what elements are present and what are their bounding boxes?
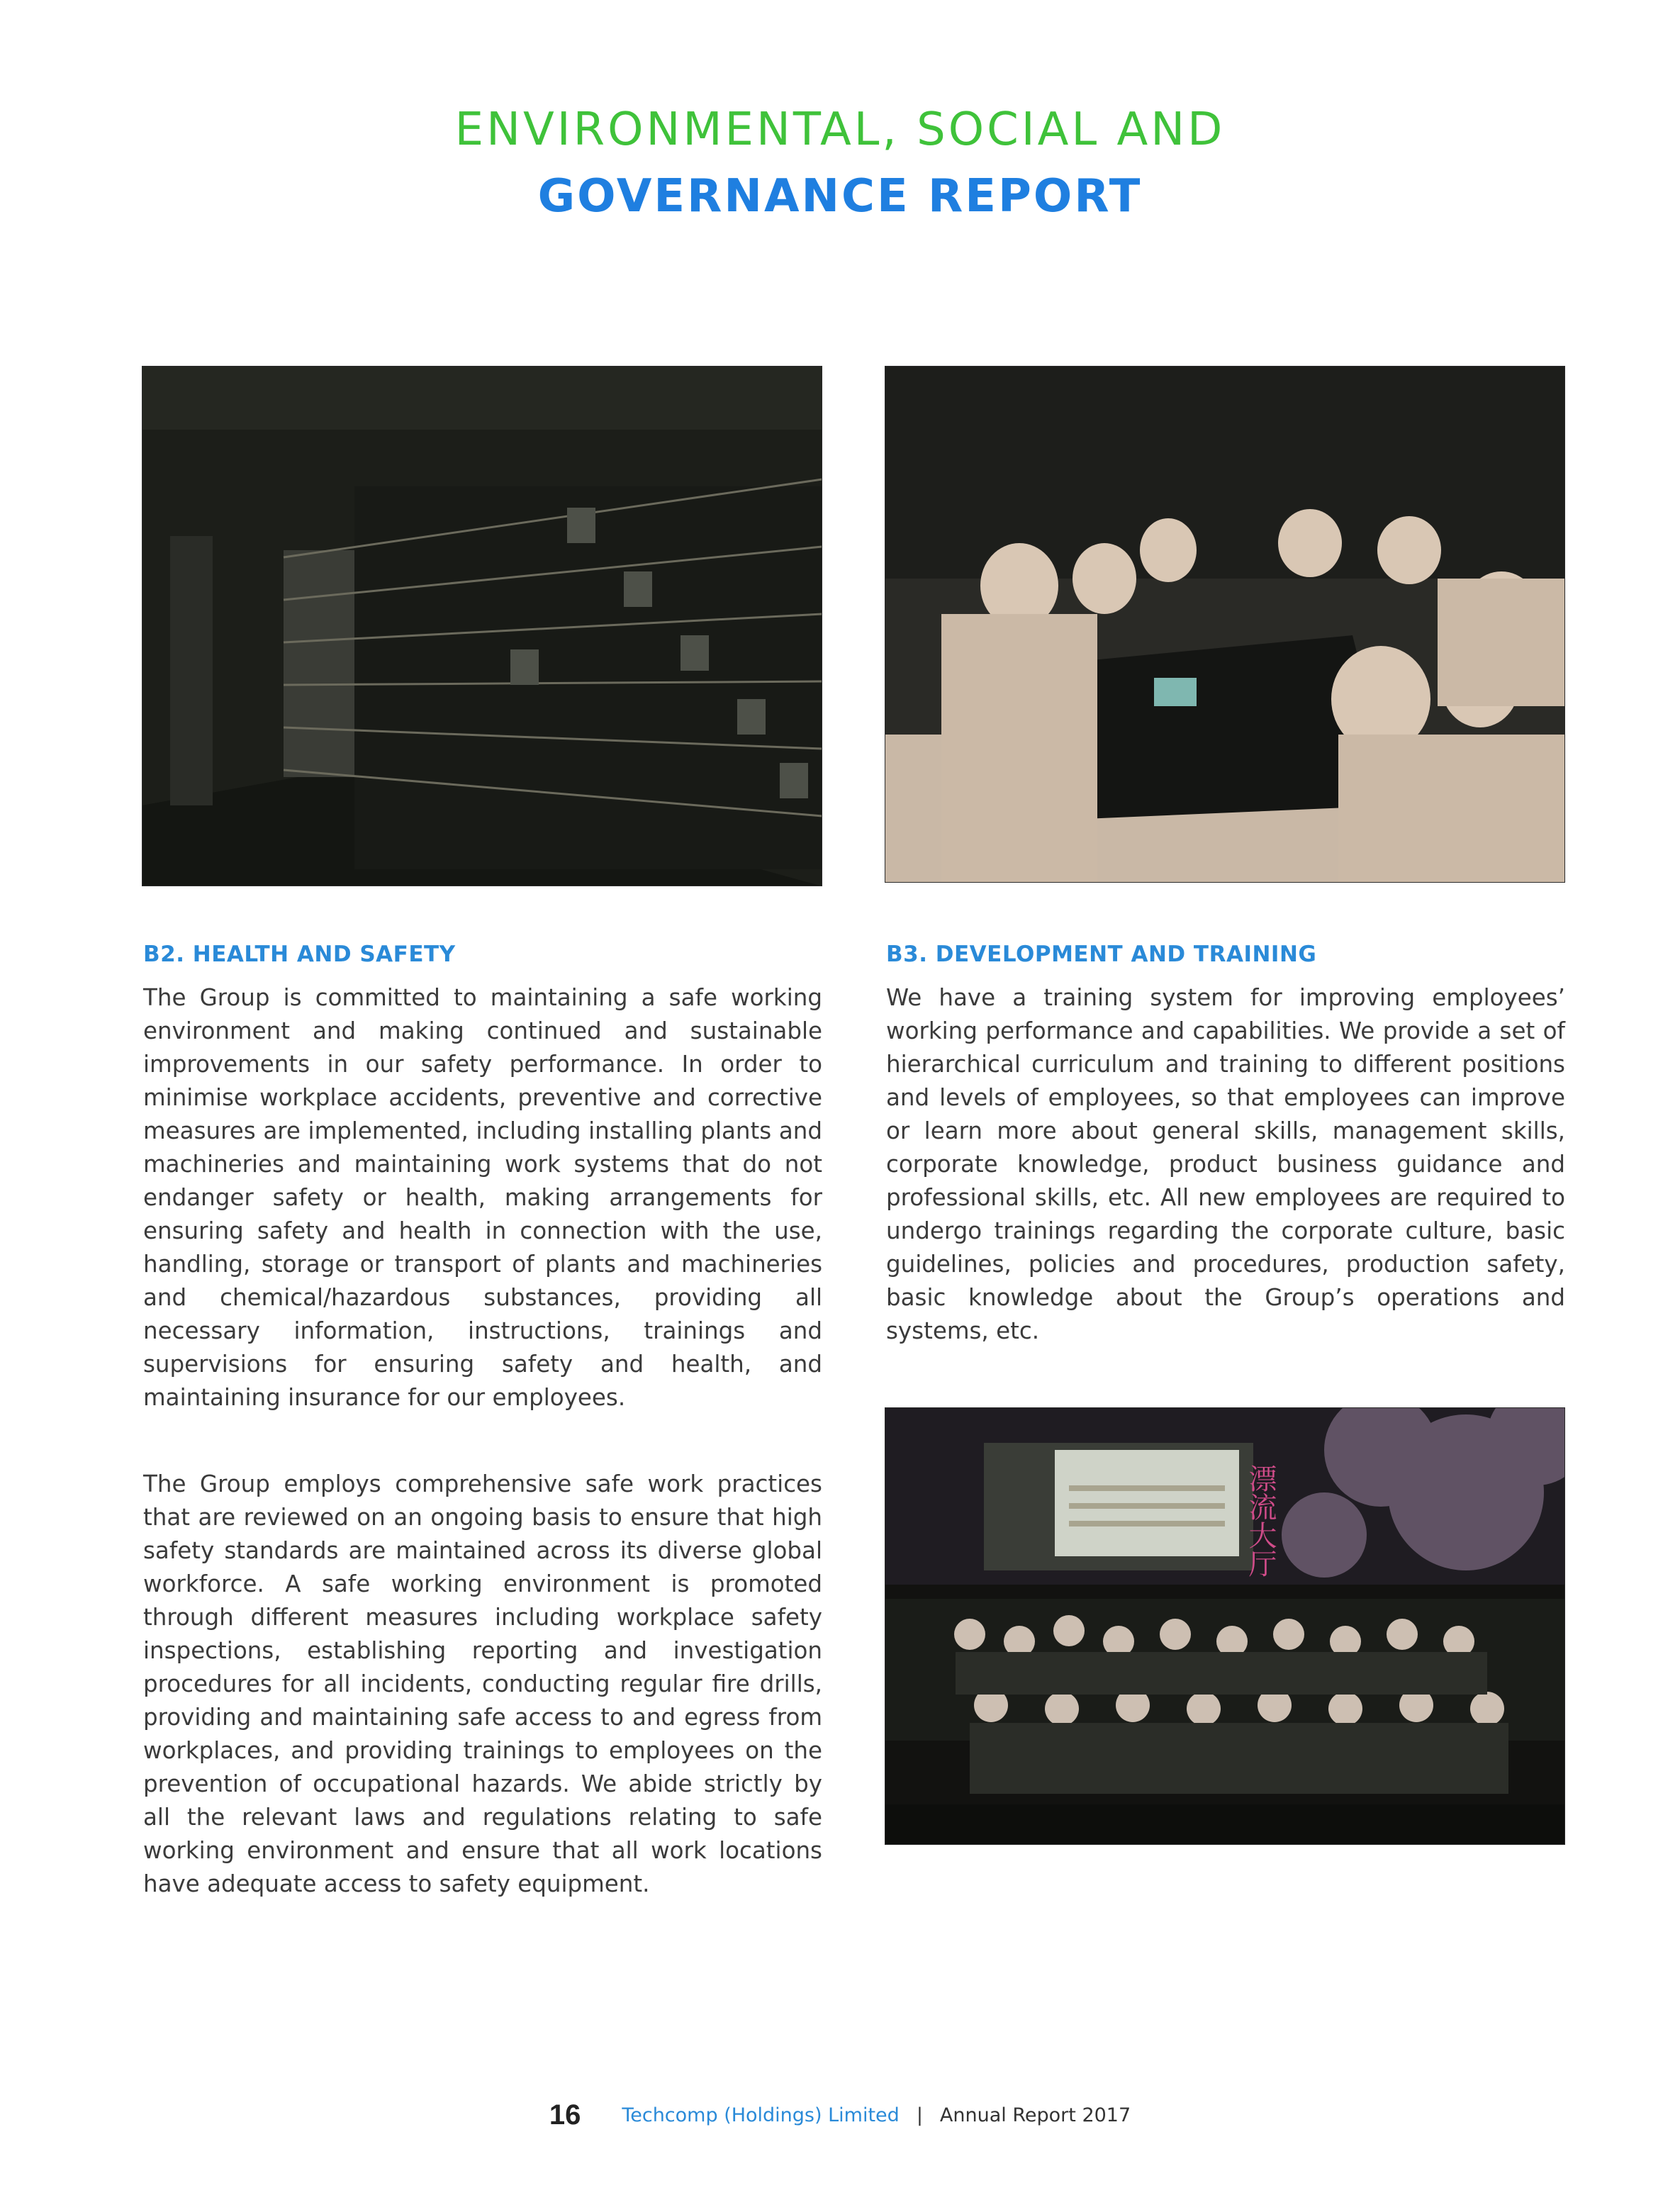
section-heading-health-safety: B2. HEALTH AND SAFETY <box>143 942 456 967</box>
photo-display-wall <box>142 366 822 886</box>
photo-team-meeting <box>885 366 1565 883</box>
photo-group-outing <box>885 1407 1565 1845</box>
section-heading-development-training: B3. DEVELOPMENT AND TRAINING <box>886 942 1317 967</box>
development-training-paragraph: We have a training system for improving employees’ working performance and capabilities. We provide a set of hierarchical curriculum and training to different positions and levels of employees, so that employees can improve or learn more about general skills, management skills, corporate knowledge, product business guidance and professional skills, etc. All new employees are required to undergo trainings regarding the corporate culture, basic guidelines, policies and procedures, production safety, basic knowledge about the Group’s operations and systems, etc. <box>886 984 1565 1344</box>
footer-report-title: Annual Report 2017 <box>939 2104 1131 2126</box>
pavilion-sign-text: 漂流大厅 <box>1244 1464 1277 1578</box>
health-safety-paragraph-2: The Group employs comprehensive safe work practices that are reviewed on an ongoing basis to ensure that high safety standards are maintained across its diverse global workforce. A safe working environment is promoted through different measures including workplace safety inspections, establishing reporting and investigation procedures for all incidents, conducting regular fire drills, providing and maintaining safe access to and egress from workplaces, and providing trainings to employees on the prevention of occupational hazards. We abide strictly by all the relevant laws and regulations relating to safe working environment and ensure that all work locations have adequate access to safety equipment. <box>143 1470 822 1897</box>
page-footer <box>0 2097 1680 2133</box>
report-title-line2: GOVERNANCE REPORT <box>537 170 1143 223</box>
footer-company-name: Techcomp (Holdings) Limited <box>622 2104 900 2126</box>
footer-separator: | <box>916 2104 923 2126</box>
page-number: 16 <box>549 2099 581 2131</box>
health-safety-paragraph-1: The Group is committed to maintaining a safe working environment and making continued and sustainable improvements in our safety performance. In order to minimise workplace accidents, preventive and corrective measures are implemented, including installing plants and machineries and maintaining work systems that do not endanger safety or health, making arrangements for ensuring safety and health in connection with the use, handling, storage or transport of plants and machineries and chemical/hazardous substances, providing all necessary information, instructions, trainings and supervisions for ensuring safety and health, and maintaining insurance for our employees. <box>143 984 822 1411</box>
report-title-line1: ENVIRONMENTAL, SOCIAL AND <box>454 104 1226 156</box>
